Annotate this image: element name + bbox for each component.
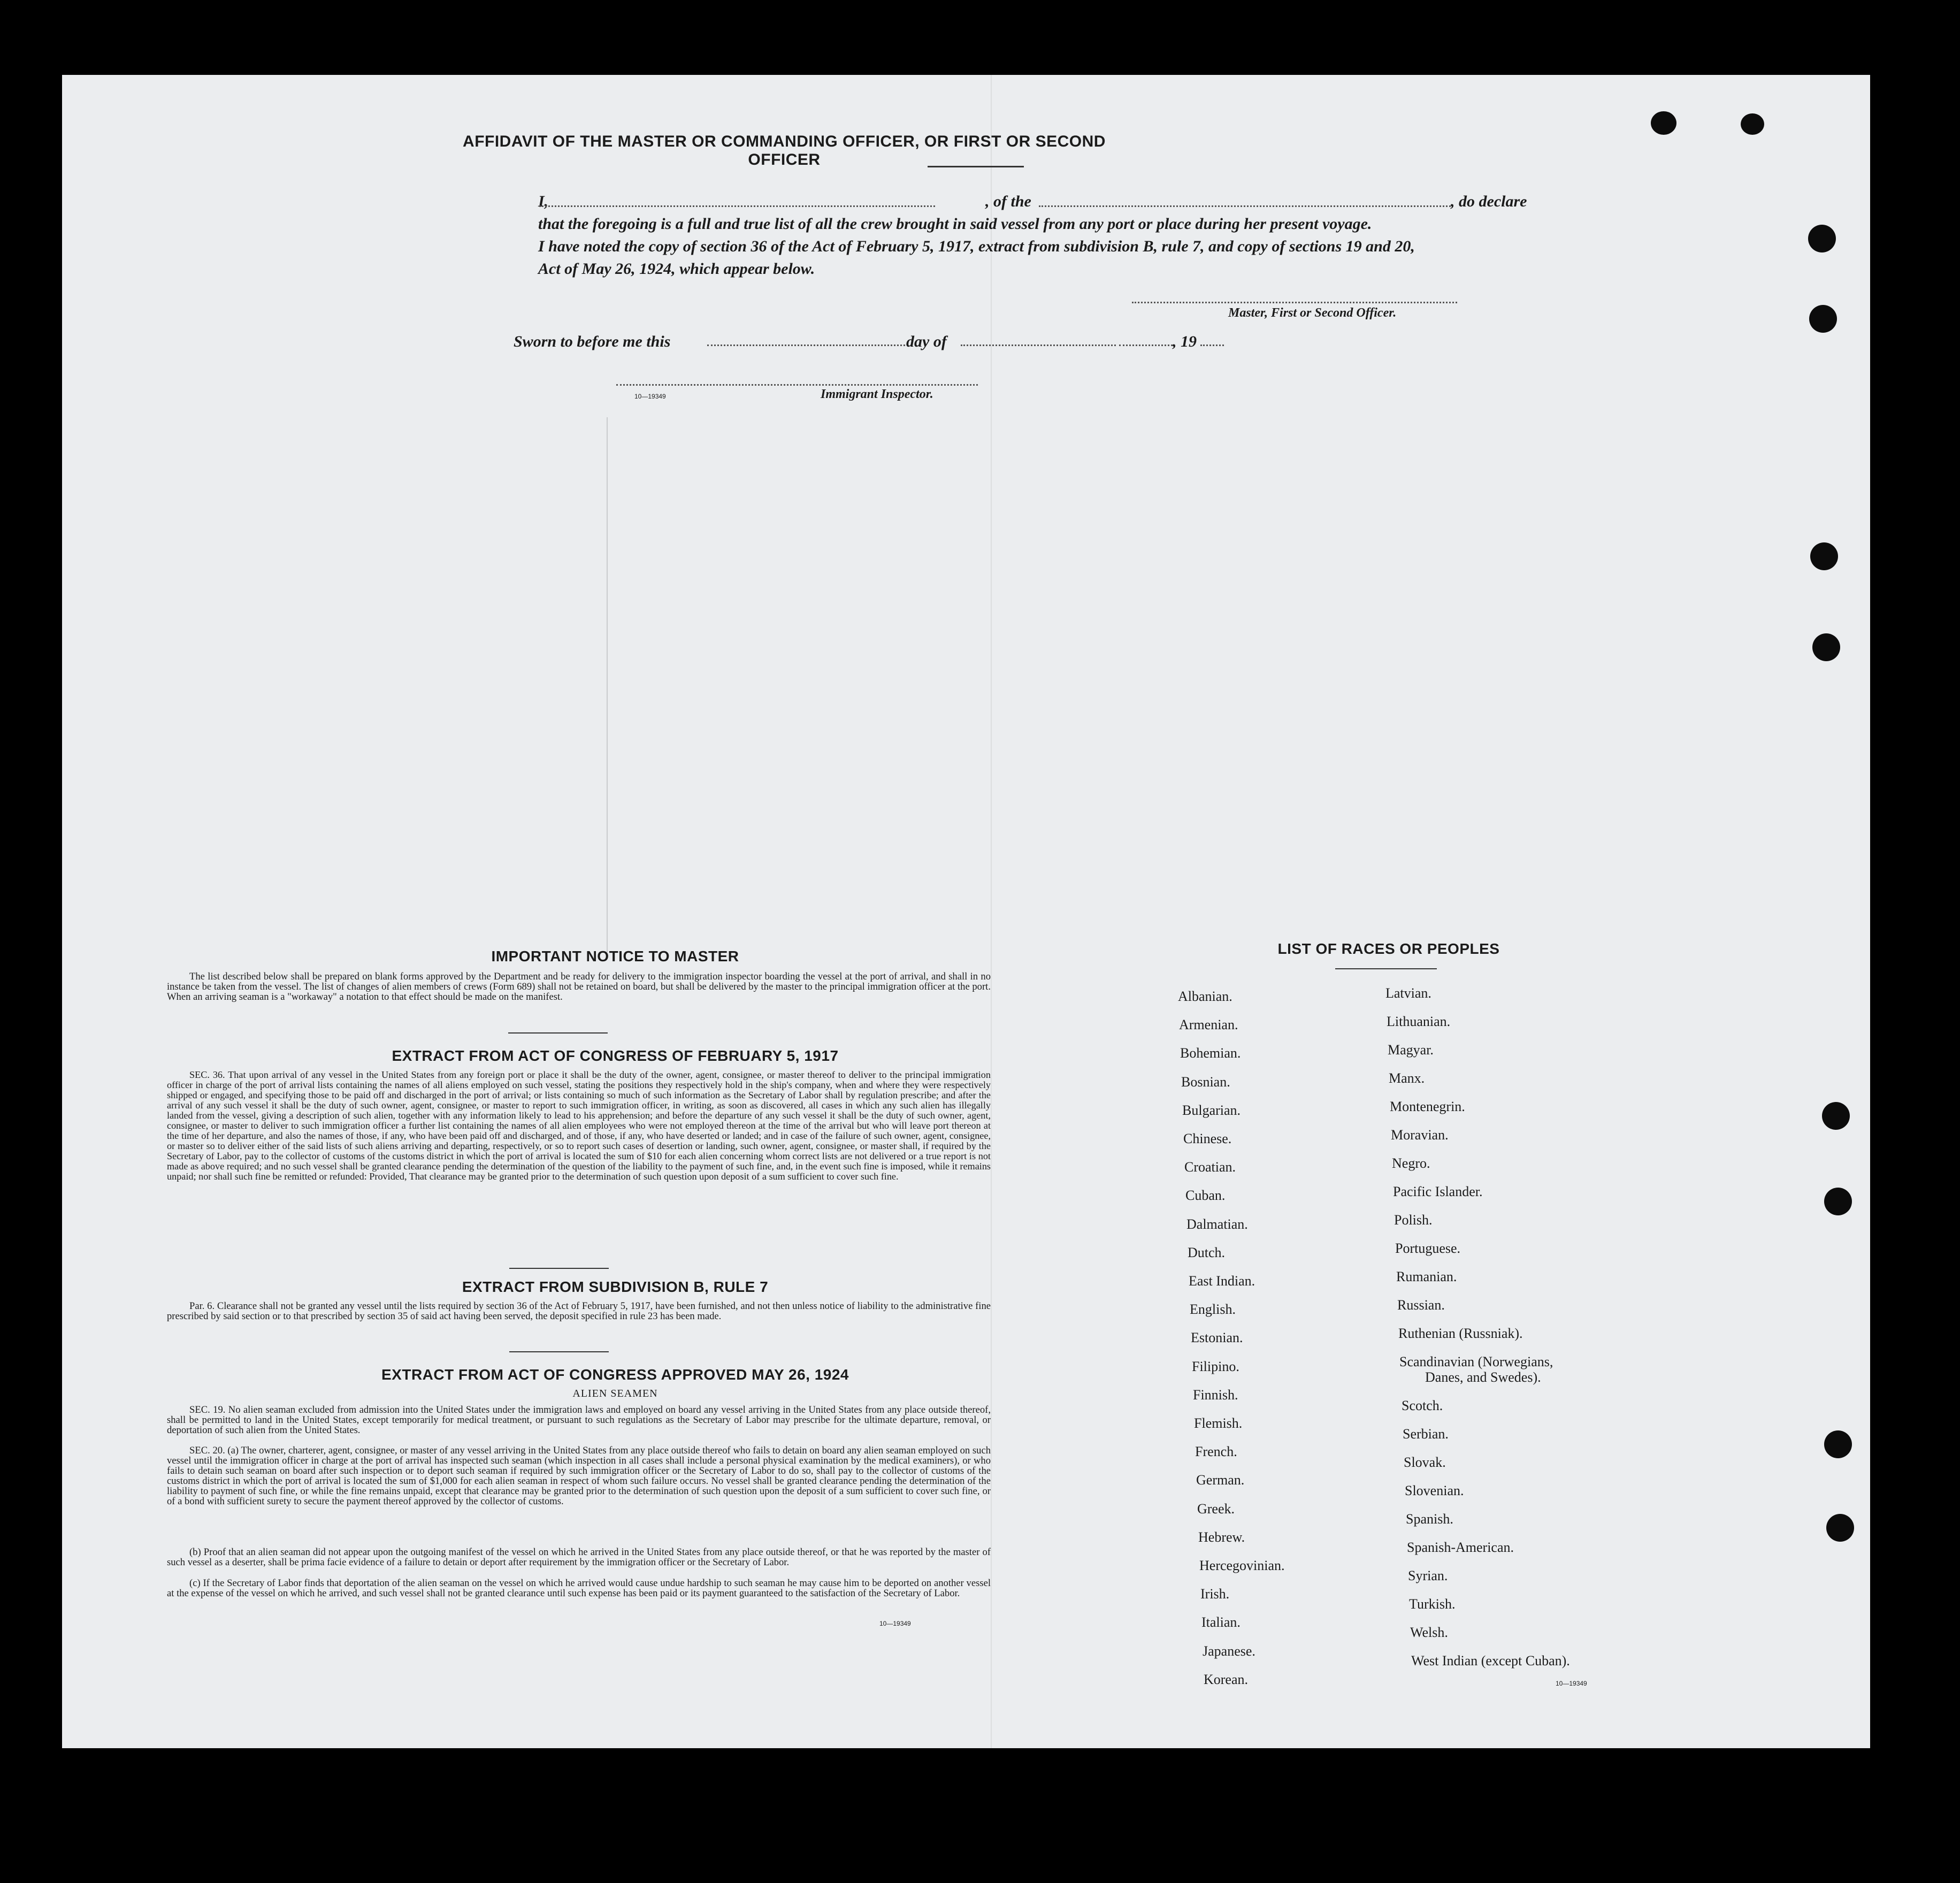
margin-line [607,417,608,952]
extract-1917-title: EXTRACT FROM ACT OF CONGRESS OF FEBRUARY 5, 1917 [392,1047,839,1064]
declaration-line-3: I have noted the copy of section 36 of the Act of February 5, 1917, extract from subdivision B, rule 7, and copy of sections 19 and 20, [538,238,1415,255]
races-form-number: 10—19349 [1556,1680,1587,1687]
race-item: Portuguese. [1395,1241,1461,1256]
race-item: Italian. [1201,1614,1241,1631]
extract-1924-title: EXTRACT FROM ACT OF CONGRESS APPROVED MAY 26, 1924 [381,1366,849,1383]
punch-hole [1812,633,1840,661]
punch-hole [1822,1102,1850,1130]
sec20a-text: SEC. 20. (a) The owner, charterer, agent, consignee, or master of any vessel arriving in the United States from any place outside thereof who fails to detain on board any alien seaman employed on such vessel until the immigration officer in charge at the port of arrival has inspected such seaman (which inspection in all cases shall include a personal physical examination by the medical examiners), or who fails to detain such seaman on board after such inspection or to deport such seaman if required by such immigration officer or the Secretary of Labor to do so, shall pay to the collector of customs of the customs district in which the port of arrival is located the sum of $1,000 for each alien seaman in respect of whom such failure occurs. No vessel shall be granted clearance pending the determination of the liability to payment of such fine, or while the fine remains unpaid, except that clearance may be granted prior to the determination of such question upon the deposit of a sum sufficient to cover such fine, or of a bond with sufficient surety to secure the payment thereof approved by the collector of customs. [167,1445,991,1507]
sworn-text: Sworn to before me this [514,333,671,350]
race-item: Spanish. [1406,1511,1453,1527]
sec20b-text: (b) Proof that an alien seaman did not appear upon the outgoing manifest of the vessel on which he arrived in the United States from any place outside thereof, or that he was reported by the master of such vessel as a deserter, shall be prima facie evidence of a failure to detain or deport after requirement by the immigration officer or the Secretary of Labor. [167,1547,991,1568]
race-item: Ruthenian (Russniak). [1398,1326,1523,1341]
punch-hole [1808,225,1836,252]
race-item: Latvian. [1385,985,1431,1001]
sworn-month-blank[interactable] [961,345,1116,346]
year-blank[interactable] [1200,345,1224,346]
race-item: Estonian. [1191,1330,1243,1346]
race-item: German. [1196,1472,1245,1488]
race-item: Negro. [1392,1155,1430,1171]
extract-rule7-title: EXTRACT FROM SUBDIVISION B, RULE 7 [462,1279,769,1295]
vessel-blank[interactable] [1039,205,1451,207]
race-item: Bulgarian. [1182,1102,1241,1118]
decl-of: , of the [985,193,1031,210]
sworn-month-blank-2[interactable] [1119,345,1173,346]
race-item: Russian. [1397,1297,1445,1313]
race-item: West Indian (except Cuban). [1411,1653,1570,1668]
race-item: Greek. [1197,1501,1235,1517]
race-item: Slovak. [1404,1455,1446,1470]
declaration-line-4: Act of May 26, 1924, which appear below. [538,260,815,278]
sec20c-text: (c) If the Secretary of Labor finds that deportation of the alien seaman on the vessel on which he arrived would cause undue hardship to such seaman he may cause him to be deported on another vessel at the expense of the vessel on which he arrived, and such vessel shall not be granted clearance until such expense has been paid or its payment guaranteed to the satisfaction of the Secretary of Labor. [167,1578,991,1599]
year-text: , 19 [1173,333,1197,350]
race-item: Pacific Islander. [1393,1184,1483,1199]
race-item: Dalmatian. [1186,1216,1248,1232]
sec19-text: SEC. 19. No alien seaman excluded from admission into the United States under the immigration laws and employed on board any vessel arriving in the United States from any place outside thereof, shall be permitted to land in the United States, except temporarily for medical treatment, or pursuant to such regulations as the Secretary of Labor may prescribe for the ultimate departure, removal, or deportation of such alien from the United States. [167,1404,991,1436]
race-item: Scotch. [1402,1398,1443,1413]
race-item: Montenegrin. [1390,1099,1465,1114]
notice-text: The list described below shall be prepared on blank forms approved by the Department and be ready for delivery to the immigration inspector boarding the vessel at the port of arrival, and shall in no instance be taken from the vessel. The list of changes of alien members of crews (Form 689) shall not be retained on board, but shall be delivered by the master to the principal immigration officer at the port. When an arriving seaman is a "workaway" a notation to that effect should be made on the manifest. [167,971,991,1002]
race-item: Magyar. [1388,1042,1434,1058]
decl-declare: , do declare [1451,193,1527,210]
race-item: Japanese. [1203,1643,1255,1659]
master-signature-label: Master, First or Second Officer. [1228,306,1397,320]
race-item: Cuban. [1185,1188,1226,1204]
race-item: Bohemian. [1180,1045,1241,1061]
decl-i: I, [538,193,549,210]
inspector-label: Immigrant Inspector. [821,387,933,401]
race-item: Irish. [1200,1586,1230,1602]
extract-form-number: 10—19349 [879,1620,911,1627]
punch-hole [1809,305,1837,333]
master-signature-blank[interactable] [1132,302,1457,303]
sworn-day-blank[interactable] [707,345,905,346]
race-item: Danes, and Swedes). [1425,1369,1541,1385]
race-item: Welsh. [1410,1625,1448,1640]
race-item: Hercegovinian. [1199,1558,1285,1573]
race-item: East Indian. [1189,1273,1255,1289]
race-item: Polish. [1394,1212,1433,1228]
punch-hole [1824,1430,1852,1458]
race-item: French. [1195,1444,1237,1460]
title-rule [928,166,1024,167]
race-item: Bosnian. [1181,1074,1230,1090]
extract-1917-text: SEC. 36. That upon arrival of any vessel in the United States from any foreign port or place it shall be the duty of the owner, agent, consignee, or master thereof to deliver to the principal immigration officer in charge of the port of arrival lists containing the names of all aliens employed on such vessel, stating the positions they respectively hold in the ship's company, when and where they were respectively shipped or engaged, and specifying those to be paid off and discharged in the port of arrival; or lists containing so much of such information as the Secretary of Labor shall by regulation prescribe; and after the arrival of any such vessel it shall be the duty of such owner, agent, consignee, or master to report to such immigration officer, in writing, as soon as discovered, all cases in which any such alien has illegally landed from the vessel, giving a description of such alien, together with any information likely to lead to his apprehension; and before the departure of any such vessel it shall be the duty of such owner, agent, consignee, or master to deliver to such immigration officer a further list containing the names of all alien employees who were not employed thereon at the time of the arrival but who will leave port thereon at the time of her departure, and also the names of those, if any, who have been paid off and discharged, and of those, if any, who have deserted or landed; and in case of the failure of such owner, agent, consignee, or master so to deliver either of the said lists of such aliens arriving and departing, respectively, or so to report such cases of desertion or landing, such owner, agent, consignee, or master shall, if required by the Secretary of Labor, pay to the collector of customs of the customs district in which the port of arrival is located the sum of $10 for each alien concerning whom correct lists are not delivered or a true report is not made as above required; and no such vessel shall be granted clearance pending the determination of the question of the liability to the payment of such fine, and, in the event such fine is imposed, while it remains unpaid; nor shall such fine be remitted or refunded: Provided, That clearance may be granted prior to the determination of such question upon deposit of a sum sufficient to cover such fine. [167,1069,991,1182]
declaration-line-2: that the foregoing is a full and true list of all the crew brought in said vessel from any port or place during her present voyage. [538,215,1372,233]
day-of-text: day of [906,333,947,350]
notice-title: IMPORTANT NOTICE TO MASTER [491,948,739,965]
punch-hole [1826,1514,1854,1542]
document-sheet [62,75,1870,1748]
race-item: English. [1190,1302,1236,1318]
race-item: Chinese. [1183,1131,1232,1146]
race-item: Croatian. [1184,1159,1236,1175]
race-item: Hebrew. [1198,1529,1245,1545]
punch-hole [1824,1188,1852,1215]
race-item: Dutch. [1188,1244,1226,1260]
race-item: Spanish-American. [1407,1540,1514,1555]
race-item: Armenian. [1179,1017,1238,1033]
race-item: Finnish. [1193,1387,1238,1403]
race-item: Serbian. [1403,1426,1449,1442]
race-item: Flemish. [1194,1415,1243,1431]
race-item: Lithuanian. [1387,1014,1451,1029]
race-item: Korean. [1204,1671,1249,1687]
races-title: LIST OF RACES OR PEOPLES [1277,940,1500,957]
races-rule [1335,968,1437,969]
punch-hole [1810,542,1838,570]
punch-hole [1741,113,1764,135]
inspector-signature-blank[interactable] [616,384,978,386]
affidavit-form-number: 10—19349 [634,393,666,400]
name-blank[interactable] [539,205,935,207]
punch-hole [1651,111,1676,135]
race-item: Manx. [1389,1070,1425,1086]
affidavit-title: AFFIDAVIT OF THE MASTER OR COMMANDING OFFICER, OR FIRST OR SECOND OFFICER [463,133,1106,169]
race-item: Albanian. [1178,989,1232,1004]
race-item: Rumanian. [1396,1269,1457,1284]
race-item: Turkish. [1409,1596,1456,1612]
extract-rule7-rule [509,1351,609,1352]
declaration-line-1 [538,190,1544,213]
race-item: Slovenian. [1405,1483,1464,1498]
race-item: Scandinavian (Norwegians, [1399,1354,1553,1369]
notice-rule [508,1032,608,1034]
extract-rule7-text: Par. 6. Clearance shall not be granted any vessel until the lists required by section 36 of the Act of February 5, 1917, have been furnished, and not then unless notice of liability to the administrative fine prescribed by said section or to that prescribed by section 35 of said act having been served, the deposit specified in rule 23 has been made. [167,1300,991,1322]
race-item: Moravian. [1391,1127,1449,1143]
fold-line [991,75,992,1748]
extract-1917-rule [509,1268,609,1269]
race-item: Filipino. [1192,1358,1239,1374]
alien-seamen-subtitle: ALIEN SEAMEN [572,1388,658,1399]
race-item: Syrian. [1408,1568,1448,1583]
